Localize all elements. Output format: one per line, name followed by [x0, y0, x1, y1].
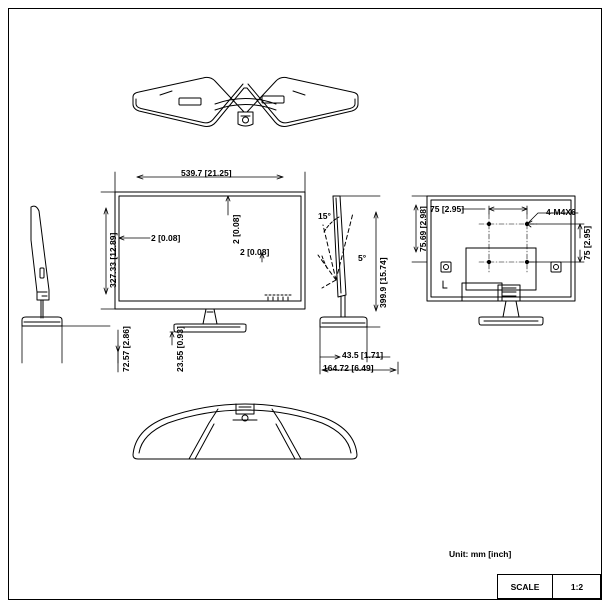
dim-tilt-angle: 15°: [318, 211, 331, 221]
dim-total-height: 399.9 [15.74]: [378, 257, 388, 308]
sheet-border: [8, 8, 602, 600]
title-block: [497, 574, 601, 599]
dim-vesa-to-top: 75.69 [2.98]: [418, 206, 428, 252]
dim-vesa-height: 75 [2.95]: [582, 225, 592, 260]
dim-bezel-left: 2 [0.08]: [151, 233, 181, 243]
dim-base-width: 164.72 [6.49]: [323, 363, 374, 373]
dim-base-depth: 43.5 [1.71]: [342, 350, 384, 360]
dim-width-overall: 539.7 [21.25]: [181, 168, 232, 178]
dim-tilt-angle-back: 5°: [358, 253, 367, 263]
unit-note: Unit: mm [inch]: [449, 549, 512, 559]
scale-value: 1:2: [570, 581, 584, 592]
dim-vesa-spec: 4-M4X6: [546, 207, 576, 217]
dim-bezel-bottom: 2 [0.08]: [240, 247, 270, 257]
dim-stand-base-height: 23.55 [0.93]: [175, 326, 185, 372]
dim-screen-height: 327.33 [12.89]: [108, 232, 118, 288]
scale-label: SCALE: [498, 575, 553, 598]
dim-bezel-top: 2 [0.08]: [231, 214, 241, 244]
dim-vesa-width: 75 [2.95]: [430, 204, 465, 214]
dim-stand-depth-side: 72.57 [2.86]: [121, 326, 131, 372]
